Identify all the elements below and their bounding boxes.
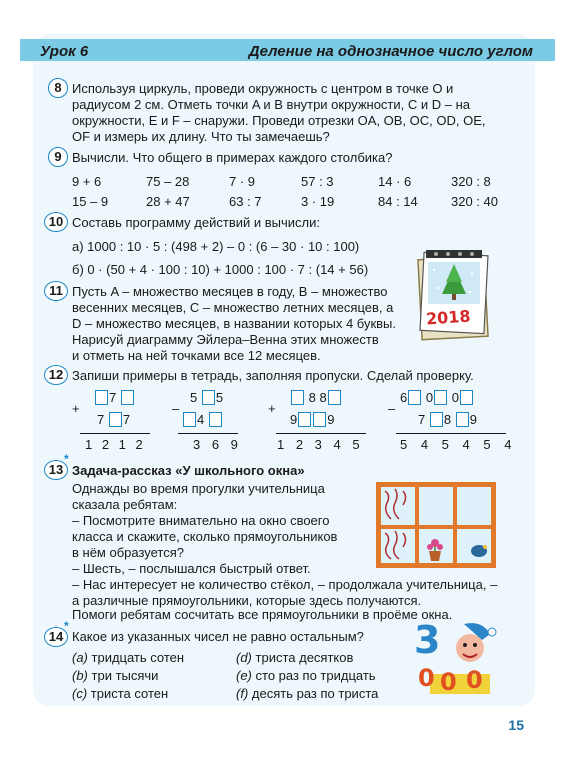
task11-line: D – множество месяцев, в названии которых 4 буквы. [72, 316, 396, 331]
operator: – [172, 401, 180, 416]
digit: 9 [469, 412, 477, 427]
task13-title: Задача-рассказ «У школьного окна» [72, 463, 305, 478]
blank-box [328, 390, 341, 405]
digit: 6 [400, 390, 408, 405]
task13-line: Помоги ребятам сосчитать все прямоугольники в проёме окна. [72, 607, 453, 622]
row1 [290, 390, 342, 405]
star-icon: * [64, 452, 69, 466]
task-number-8: 8 [48, 78, 68, 98]
blank-box [202, 390, 215, 405]
calendar-year: 2018 [425, 306, 472, 329]
option-label: (f) [236, 686, 249, 701]
option-d [236, 650, 353, 665]
operator: + [268, 401, 276, 416]
digit: 7 [109, 390, 117, 405]
digit: 5 [215, 390, 224, 405]
task11-line: весенних месяцев, C – множество летних месяцев, а [72, 300, 394, 315]
blank-box [313, 412, 326, 427]
expr-cell: 15 – 9 [72, 194, 109, 209]
expr-cell: 320 : 8 [451, 174, 491, 189]
result: 1 2 1 2 [85, 437, 146, 452]
option-text: триста десятков [255, 650, 354, 665]
task9-text: Вычисли. Что общего в примерах каждого столбика? [72, 150, 393, 165]
blank-box [109, 412, 122, 427]
star-icon: * [64, 619, 69, 633]
option-label: (c) [72, 686, 88, 701]
digit-figure: 0 [440, 668, 457, 696]
sum-line [276, 433, 366, 434]
task-number-9: 9 [48, 147, 68, 167]
task-number-13: 13 [44, 460, 68, 480]
row1 [94, 390, 135, 405]
blank-box [298, 412, 311, 427]
option-b [72, 668, 158, 683]
result: 1 2 3 4 5 [277, 437, 364, 452]
option-text: десять раз по триста [251, 686, 379, 701]
task12-text: Запиши примеры в тетрадь, заполняя пропуски. Сделай проверку. [72, 368, 474, 383]
page-number: 15 [508, 717, 524, 733]
expr-cell: 28 + 47 [146, 194, 190, 209]
digit: 8 [443, 412, 452, 427]
option-label: (b) [72, 668, 88, 683]
blank-box [209, 412, 222, 427]
expr-cell: 9 + 6 [72, 174, 102, 189]
option-c [72, 686, 168, 701]
row2 [418, 412, 477, 427]
digit-figure: 0 [418, 664, 435, 692]
row1 [190, 390, 223, 405]
blank-box [456, 412, 469, 427]
difference-line [178, 433, 238, 434]
task10-text: Составь программу действий и вычисли: [72, 215, 320, 230]
expr-cell: 3 · 19 [301, 194, 335, 209]
task11-line: Пусть A – множество месяцев в году, B – множество [72, 284, 388, 299]
row2 [290, 412, 334, 427]
blank-box [291, 390, 304, 405]
task13-line: класса и скажите, сколько прямоугольников [72, 529, 338, 544]
result: 5 4 5 4 5 4 [400, 437, 517, 452]
digit: 0 [451, 390, 459, 405]
lesson-title: Урок 6 [40, 43, 89, 60]
blank-box [95, 390, 108, 405]
task13-line: в нём образуется? [72, 545, 185, 560]
digit-figure: 0 [466, 666, 483, 694]
expr-cell: 57 : 3 [301, 174, 334, 189]
option-text: триста сотен [90, 686, 169, 701]
task10-b: б) 0 · (50 + 4 · 100 : 10) + 1000 : 100 · 7 : (14 + 56) [72, 262, 369, 277]
sum-line [80, 433, 150, 434]
task8-line: OF и измерь их длину. Что ты замечаешь? [72, 129, 330, 144]
calendar-illustration [412, 248, 494, 343]
option-e [236, 668, 376, 683]
task13-line: – Посмотрите внимательно на окно своего [72, 513, 330, 528]
task11-line: Нарисуй диаграмму Эйлера–Венна этих множеств [72, 332, 379, 347]
digit: 8 [319, 390, 327, 405]
blank-box [460, 390, 473, 405]
difference-line [396, 433, 506, 434]
expr-cell: 7 · 9 [229, 174, 256, 189]
digit: 7 [418, 412, 426, 427]
row2 [97, 412, 130, 427]
task-number-12: 12 [44, 365, 68, 385]
task13-line: – Нас интересует не количество стёкол, – продолжала учительница, – [72, 577, 498, 592]
option-f [236, 686, 378, 701]
option-label: (d) [236, 650, 252, 665]
expr-cell: 14 · 6 [378, 174, 412, 189]
operator: + [72, 401, 80, 416]
task-number-10: 10 [44, 212, 68, 232]
option-label: (a) [72, 650, 88, 665]
task14-text: Какое из указанных чисел не равно остальным? [72, 629, 364, 644]
digits-character-illustration [408, 620, 508, 702]
blank-box [183, 412, 196, 427]
digit: 5 [190, 390, 198, 405]
task13-line: Однажды во время прогулки учительница [72, 481, 325, 496]
row2 [182, 412, 223, 427]
digit: 7 [122, 412, 131, 427]
expr-cell: 320 : 40 [451, 194, 498, 209]
task-number-11: 11 [44, 281, 68, 301]
blank-box [121, 390, 134, 405]
option-a [72, 650, 184, 665]
result: 3 6 9 [193, 437, 242, 452]
task8-line: окружности, E и F – снаружи. Проведи отрезки OA, OB, OC, OD, OE, [72, 113, 486, 128]
expr-cell: 84 : 14 [378, 194, 418, 209]
option-text: три тысячи [91, 668, 159, 683]
window-illustration [375, 481, 497, 569]
task13-line: сказала ребятам: [72, 497, 178, 512]
option-text: тридцать сотен [91, 650, 185, 665]
digit: 0 [425, 390, 434, 405]
digit: 9 [327, 412, 335, 427]
task8-line: Используя циркуль, проведи окружность с центром в точке O и [72, 81, 454, 96]
blank-box [430, 412, 443, 427]
row1 [400, 390, 474, 405]
task-number-14: 14 [44, 627, 68, 647]
task11-line: и отметь на ней точками все 12 месяцев. [72, 348, 321, 363]
digit-figure: 3 [414, 618, 441, 662]
blank-box [408, 390, 421, 405]
task13-line: а различные прямоугольники, которые здесь получаются. [72, 593, 422, 608]
option-text: сто раз по тридцать [255, 668, 376, 683]
operator: – [388, 401, 396, 416]
expr-cell: 63 : 7 [229, 194, 262, 209]
digit: 8 [308, 390, 316, 405]
task10-a: а) 1000 : 10 · 5 : (498 + 2) – 0 : (6 – 30 · 10 : 100) [72, 239, 360, 254]
digit: 7 [97, 412, 105, 427]
topic-title: Деление на однозначное число углом [248, 43, 533, 60]
digit: 9 [290, 412, 298, 427]
expr-cell: 75 – 28 [146, 174, 190, 189]
option-label: (e) [236, 668, 252, 683]
task13-line: – Шесть, – послышался быстрый ответ. [72, 561, 311, 576]
task8-line: радиусом 2 см. Отметь точки A и B внутри окружности, C и D – на [72, 97, 470, 112]
blank-box [434, 390, 447, 405]
digit: 4 [197, 412, 205, 427]
